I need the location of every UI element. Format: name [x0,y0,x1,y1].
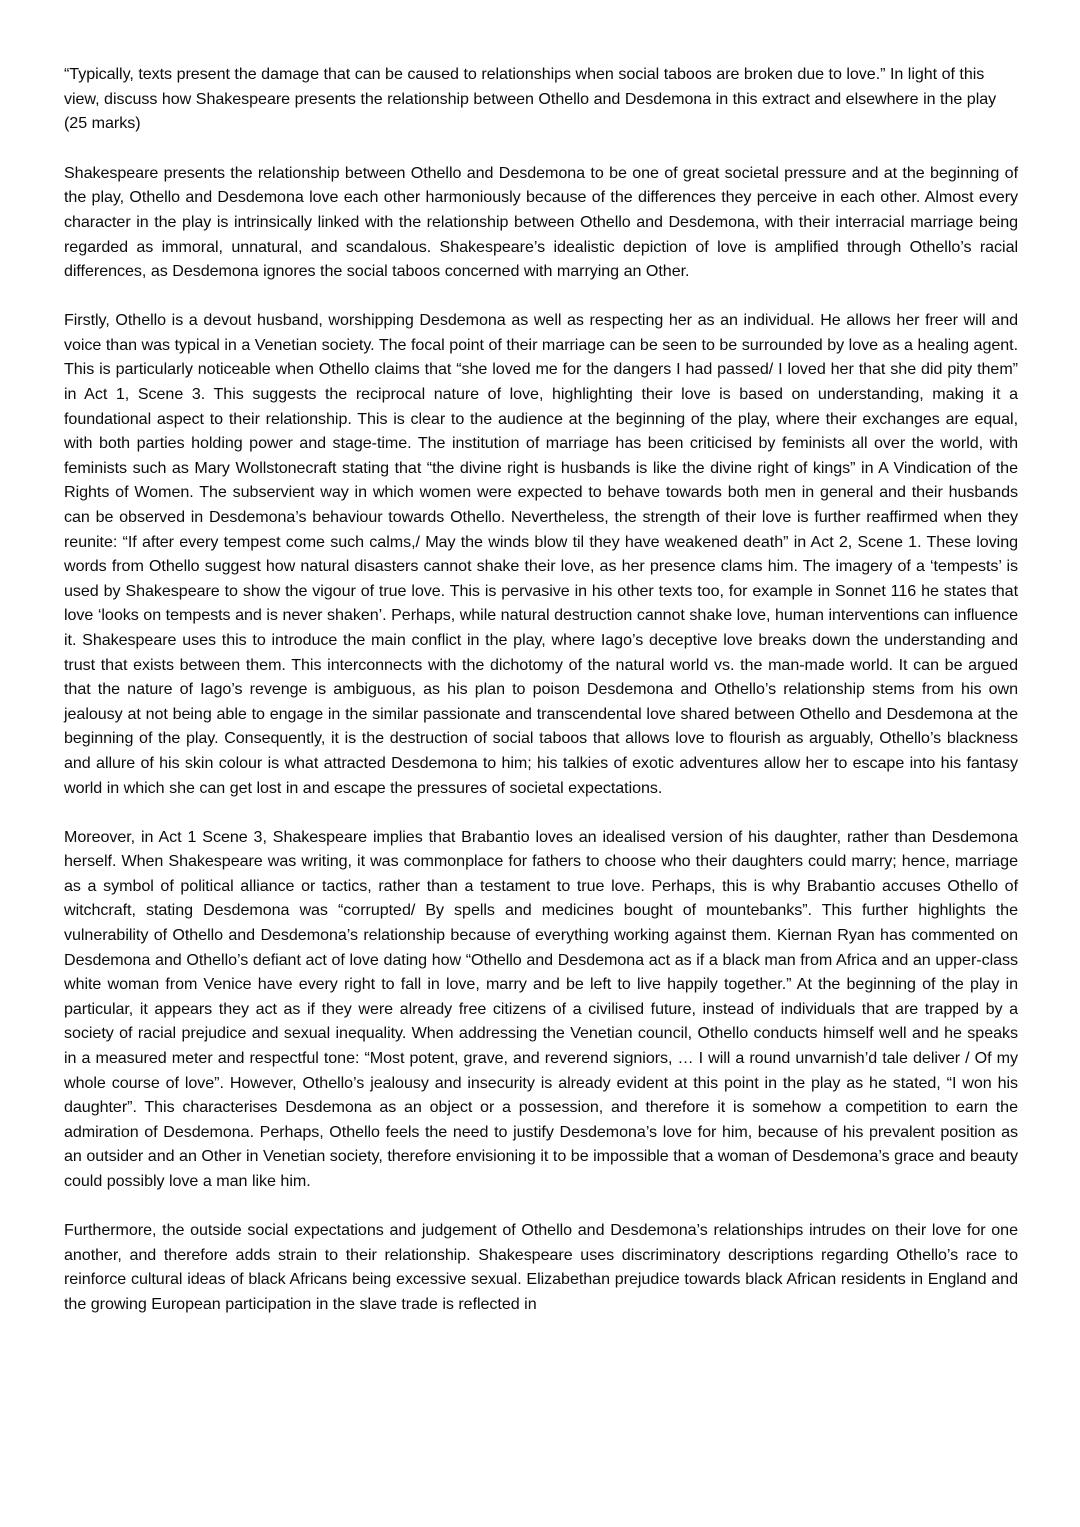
paragraph-introduction: Shakespeare presents the relationship between Othello and Desdemona to be one of great societal pressure and at the beginning of the play, Othello and Desdemona love each other harmoniously because of the differences they perceive in each other. Almost every character in the play is intrinsically linked with the relationship between Othello and Desdemona, with their interracial marriage being regarded as immoral, unnatural, and scandalous. Shakespeare’s idealistic depiction of love is amplified through Othello’s racial differences, as Desdemona ignores the social taboos concerned with marrying an Other. [64,163,1018,281]
paragraph-body-3: Furthermore, the outside social expectations and judgement of Othello and Desdemona’s relationships intrudes on their love for one another, and therefore adds strain to their relationship. Shakespeare uses discriminatory descriptions regarding Othello’s race to reinforce cultural ideas of black Africans being excessive sexual. Elizabethan prejudice towards black African residents in England and the growing European participation in the slave trade is reflected in [64,1221,1018,1313]
paragraph-body-2: Moreover, in Act 1 Scene 3, Shakespeare implies that Brabantio loves an idealised version of his daughter, rather than Desdemona herself. When Shakespeare was writing, it was commonplace for fathers to choose who their daughters could marry; hence, marriage as a symbol of political alliance or tactics, rather than a testament to true love. Perhaps, this is why Brabantio accuses Othello of witchcraft, stating Desdemona was “corrupted/ By spells and medicines bought of mountebanks”. This further highlights the vulnerability of Othello and Desdemona’s relationship because of everything working against them. Kiernan Ryan has commented on Desdemona and Othello’s defiant act of love dating how “Othello and Desdemona act as if a black man from Africa and an upper-class white woman from Venice have every right to fall in love, marry and be left to live happily together.” At the beginning of the play in particular, it appears they act as if they were already free citizens of a civilised future, instead of individuals that are trapped by a society of racial prejudice and sexual inequality. When addressing the Venetian council, Othello conducts himself well and he speaks in a measured meter and respectful tone: “Most potent, grave, and reverend signiors, … I will a round unvarnish’d tale deliver / Of my whole course of love”. However, Othello’s jealousy and insecurity is already evident at this point in the play as he stated, “I won his daughter”. This characterises Desdemona as an object or a possession, and therefore it is somehow a competition to earn the admiration of Desdemona. Perhaps, Othello feels the need to justify Desdemona’s love for him, because of his prevalent position as an outsider and an Other in Venetian society, therefore envisioning it to be impossible that a woman of Desdemona’s grace and beauty could possibly love a man like him. [64,827,1018,1190]
document-text-body [64,62,1018,1316]
paragraph-body-1: Firstly, Othello is a devout husband, worshipping Desdemona as well as respecting her as an individual. He allows her freer will and voice than was typical in a Venetian society. The focal point of their marriage can be seen to be surrounded by love as a healing agent. This is particularly noticeable when Othello claims that “she loved me for the dangers I had passed/ I loved her that she did pity them” in Act 1, Scene 3. This suggests the reciprocal nature of love, highlighting their love is based on understanding, making it a foundational aspect to their relationship. This is clear to the audience at the beginning of the play, where their exchanges are equal, with both parties holding power and stage-time. The institution of marriage has been criticised by feminists all over the world, with feminists such as Mary Wollstonecraft stating that “the divine right is husbands is like the divine right of kings” in A Vindication of the Rights of Women. The subservient way in which women were expected to behave towards both men in general and their husbands can be observed in Desdemona’s behaviour towards Othello. Nevertheless, the strength of their love is further reaffirmed when they reunite: “If after every tempest come such calms,/ May the winds blow til they have weakened death” in Act 2, Scene 1. These loving words from Othello suggest how natural disasters cannot shake their love, as her presence clams him. The imagery of a ‘tempests’ is used by Shakespeare to show the vigour of true love. This is pervasive in his other texts too, for example in Sonnet 116 he states that love ‘looks on tempests and is never shaken’. Perhaps, while natural destruction cannot shake love, human interventions can influence it. Shakespeare uses this to introduce the main conflict in the play, where Iago’s deceptive love breaks down the understanding and trust that exists between them. This interconnects with the dichotomy of the natural world vs. the man-made world. It can be argued that the nature of Iago’s revenge is ambiguous, as his plan to poison Desdemona and Othello’s relationship stems from his own jealousy at not being able to engage in the similar passionate and transcendental love shared between Othello and Desdemona at the beginning of the play. Consequently, it is the destruction of social taboos that allows love to flourish as arguably, Othello’s blackness and allure of his skin colour is what attracted Desdemona to him; his talkies of exotic adventures allow her to escape into his fantasy world in which she can get lost in and escape the pressures of societal expectations. [64,311,1018,797]
paragraph-question-prompt: “Typically, texts present the damage that can be caused to relationships when social taboos are broken due to love.” In light of this view, discuss how Shakespeare presents the relationship between Othello and Desdemona in this extract and elsewhere in the play (25 marks) [64,65,997,133]
